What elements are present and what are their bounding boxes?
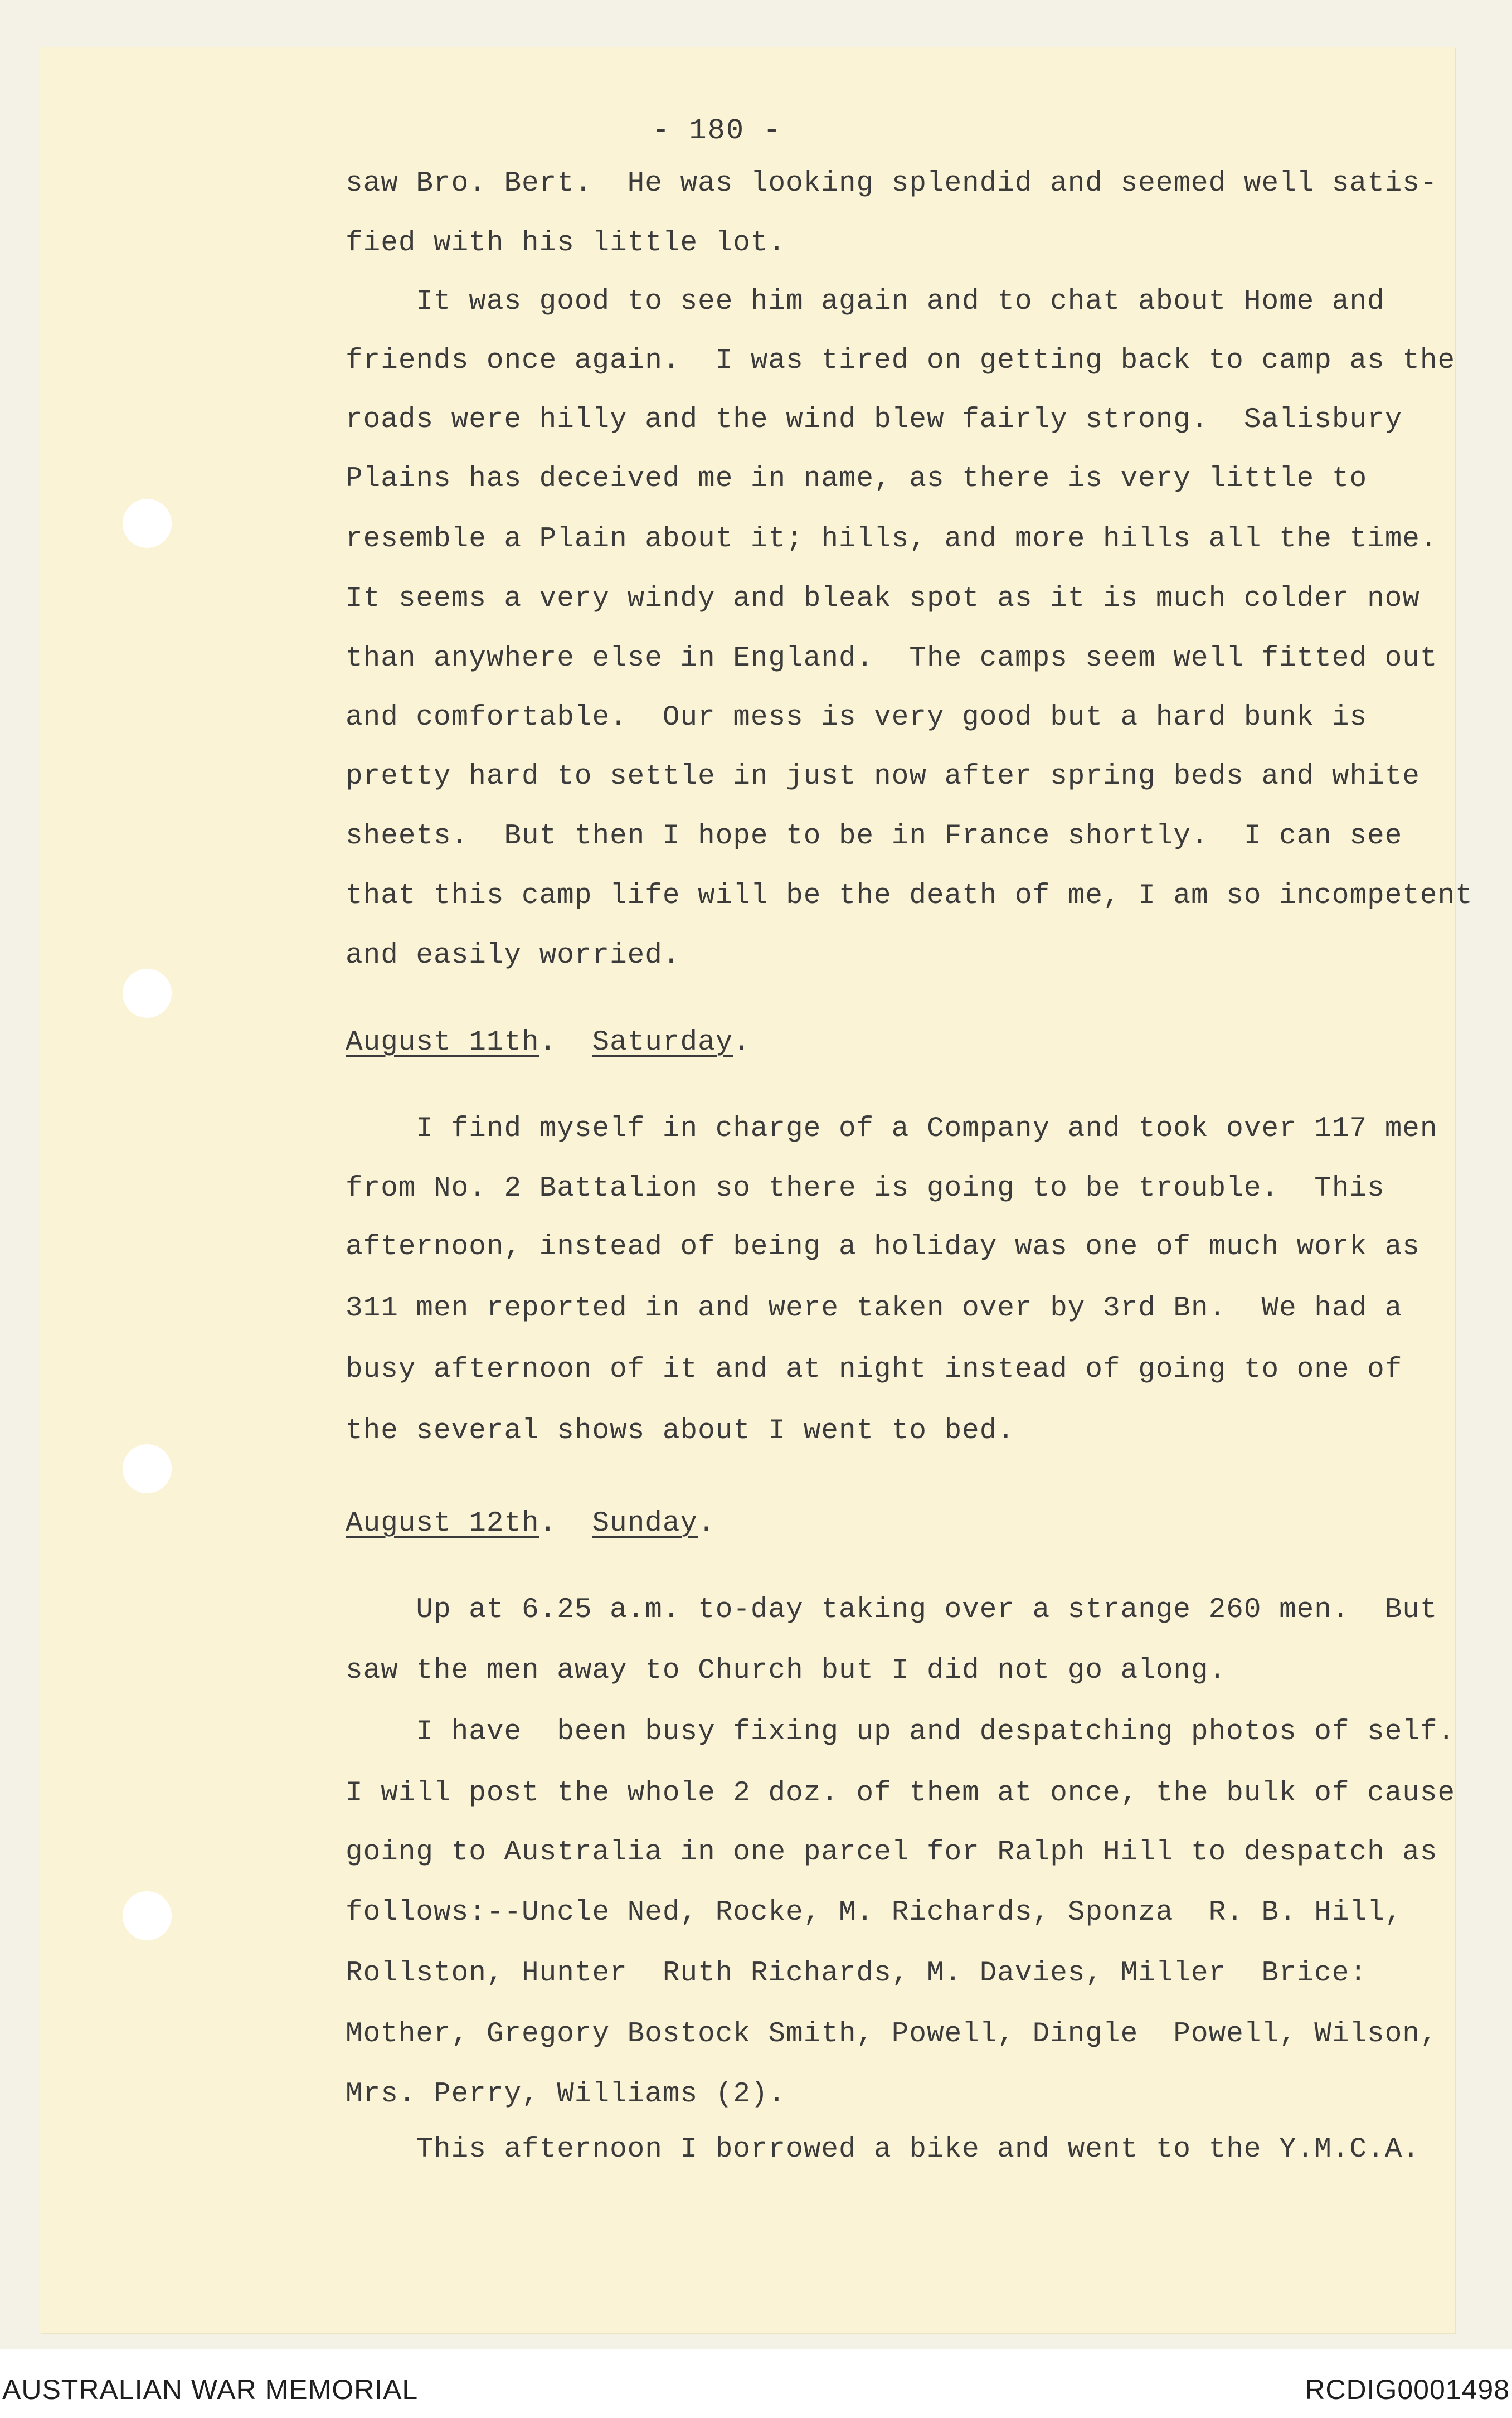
entry-heading: August 12th. Sunday. <box>346 1508 716 1540</box>
text-line: and comfortable. Our mess is very good but a hard bunk is <box>346 702 1368 734</box>
punch-hole <box>123 1891 172 1940</box>
text-line: afternoon, instead of being a holiday was one of much work as <box>346 1231 1420 1263</box>
text-line: saw Bro. Bert. He was looking splendid and seemed well satis- <box>346 168 1438 200</box>
punch-hole <box>123 499 172 548</box>
text-line: resemble a Plain about it; hills, and more hills all the time. <box>346 523 1438 555</box>
text-line: from No. 2 Battalion so there is going to be trouble. This <box>346 1173 1385 1205</box>
text-line: follows:--Uncle Ned, Rocke, M. Richards, Sponza R. B. Hill, <box>346 1897 1403 1929</box>
text-line: Up at 6.25 a.m. to-day taking over a strange 260 men. But <box>346 1594 1438 1626</box>
text-line: It seems a very windy and bleak spot as it is much colder now <box>346 583 1420 615</box>
text-line: the several shows about I went to bed. <box>346 1415 1015 1447</box>
entry-day: Saturday <box>592 1027 733 1059</box>
text-line: It was good to see him again and to chat about Home and <box>346 286 1385 318</box>
archive-credit: AUSTRALIAN WAR MEMORIAL <box>2 2374 419 2405</box>
text-line: roads were hilly and the wind blew fairly strong. Salisbury <box>346 404 1403 436</box>
page-number: - 180 - <box>652 114 782 147</box>
text-line: I find myself in charge of a Company and took over 117 men <box>346 1113 1438 1145</box>
punch-hole <box>123 1444 172 1493</box>
entry-date: August 12th <box>346 1508 539 1540</box>
entry-heading: August 11th. Saturday. <box>346 1027 751 1059</box>
text-line: than anywhere else in England. The camps seem well fitted out <box>346 643 1438 674</box>
text-line: fied with his little lot. <box>346 227 786 259</box>
text-line: I have been busy fixing up and despatching photos of self. <box>346 1716 1456 1748</box>
punch-hole <box>123 969 172 1018</box>
text-line: and easily worried. <box>346 940 680 972</box>
text-line: that this camp life will be the death of me, I am so incompetent <box>346 880 1473 912</box>
text-line: pretty hard to settle in just now after spring beds and white <box>346 761 1420 793</box>
text-line: Plains has deceived me in name, as there is very little to <box>346 463 1368 495</box>
text-line: I will post the whole 2 doz. of them at once, the bulk of cause <box>346 1778 1456 1809</box>
text-line: Mrs. Perry, Williams (2). <box>346 2079 786 2110</box>
text-line: busy afternoon of it and at night instead of going to one of <box>346 1354 1403 1386</box>
entry-date: August 11th <box>346 1027 539 1059</box>
text-line: Rollston, Hunter Ruth Richards, M. Davies, Miller Brice: <box>346 1958 1368 1989</box>
text-line: This afternoon I borrowed a bike and went to the Y.M.C.A. <box>346 2134 1420 2165</box>
entry-day: Sunday <box>592 1508 698 1540</box>
text-line: Mother, Gregory Bostock Smith, Powell, Dingle Powell, Wilson, <box>346 2018 1438 2050</box>
text-line: 311 men reported in and were taken over by 3rd Bn. We had a <box>346 1293 1403 1324</box>
text-line: sheets. But then I hope to be in France shortly. I can see <box>346 820 1403 852</box>
text-line: saw the men away to Church but I did not go along. <box>346 1655 1227 1687</box>
document-id: RCDIG0001498 <box>1305 2374 1510 2405</box>
text-line: friends once again. I was tired on getting back to camp as the <box>346 345 1456 377</box>
text-line: going to Australia in one parcel for Ralph Hill to despatch as <box>346 1837 1438 1868</box>
